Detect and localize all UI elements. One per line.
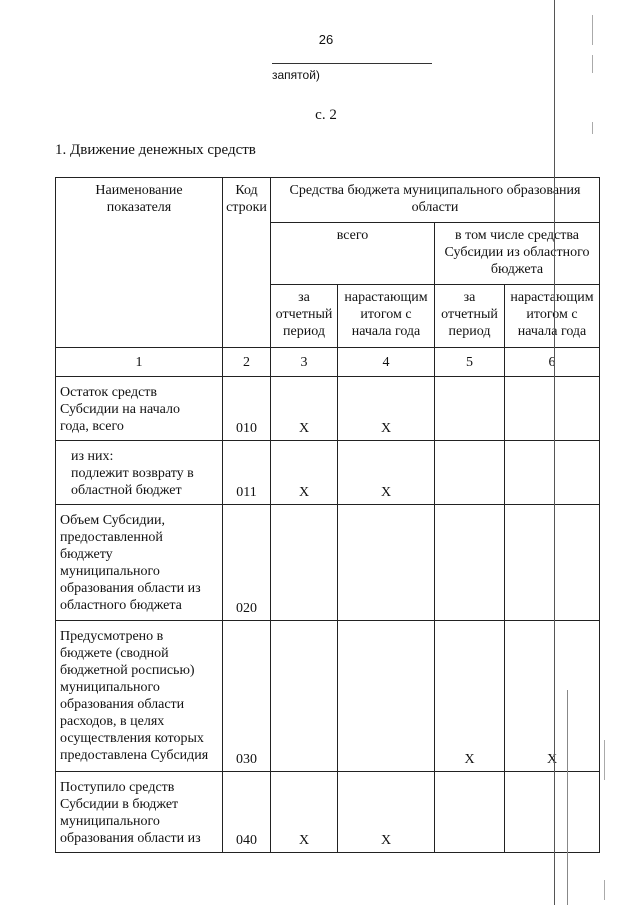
cell-col4: Х: [338, 441, 435, 505]
header-row-1: [56, 178, 600, 223]
row-name-line: бюджетной росписью): [60, 663, 195, 678]
cell-col6: [505, 505, 600, 621]
row-name-line: года, всего: [60, 419, 124, 434]
table-row: [56, 772, 600, 853]
header-line: итогом с: [526, 307, 578, 322]
column-number: 3: [271, 348, 338, 377]
row-name-line: расходов, в целях: [60, 714, 165, 729]
row-name-line: образования области из: [60, 581, 201, 596]
header-col4: [338, 285, 435, 348]
row-code: 011: [223, 441, 271, 505]
cell-col3: [271, 505, 338, 621]
header-line: нарастающим: [344, 290, 428, 305]
row-name-line: муниципального: [60, 680, 160, 695]
row-name: [56, 441, 223, 505]
cell-col6: Х: [505, 621, 600, 772]
scan-mark: [592, 55, 593, 73]
scan-mark: [592, 122, 593, 134]
cell-col5: [435, 772, 505, 853]
header-name: [56, 178, 223, 348]
row-name-line: Субсидии на начало: [60, 402, 180, 417]
header-budget: [271, 178, 600, 223]
header-subsidy-line: бюджета: [490, 262, 544, 277]
cell-col4: Х: [338, 772, 435, 853]
row-name-line: из них:: [71, 449, 114, 464]
table-row: [56, 377, 600, 441]
cell-col6: [505, 772, 600, 853]
header-name-line: показателя: [106, 200, 172, 215]
header-line: период: [448, 324, 491, 339]
cell-col6: [505, 441, 600, 505]
page-number: 26: [318, 32, 334, 47]
header-subsidy-line: в том числе средства: [455, 228, 579, 243]
column-number: 2: [223, 348, 271, 377]
row-name-line: Остаток средств: [60, 385, 158, 400]
page-subnumber: с. 2: [315, 107, 337, 123]
scan-mark: [604, 740, 605, 780]
row-name-line: областной бюджет: [71, 483, 182, 498]
row-name-line: образования области: [60, 697, 185, 712]
cash-flow-table: [55, 177, 600, 853]
row-name: [56, 377, 223, 441]
column-number: 6: [505, 348, 600, 377]
header-budget-line: области: [411, 200, 459, 215]
scan-mark: [592, 15, 593, 45]
cell-col3: Х: [271, 377, 338, 441]
column-number: 1: [56, 348, 223, 377]
header-budget-line: Средства бюджета муниципального образования: [289, 183, 581, 198]
row-name: [56, 772, 223, 853]
header-line: отчетный: [275, 307, 333, 322]
row-code: 020: [223, 505, 271, 621]
row-name-line: предоставленной: [60, 530, 163, 545]
row-name-line: бюджету: [60, 547, 113, 562]
cell-col4: [338, 621, 435, 772]
row-name-line: муниципального: [60, 814, 160, 829]
header-line: период: [283, 324, 325, 339]
header-total: [271, 223, 435, 285]
header-col3: [271, 285, 338, 348]
row-name-line: образования области из: [60, 831, 201, 846]
header-line: отчетный: [441, 307, 498, 322]
cell-col5: [435, 377, 505, 441]
header-code-line: строки: [226, 200, 267, 215]
fold-line: [554, 0, 555, 905]
cell-col5: Х: [435, 621, 505, 772]
row-code: 010: [223, 377, 271, 441]
header-line: начала года: [517, 324, 587, 339]
header-col6: [505, 285, 600, 348]
cell-col3: [271, 621, 338, 772]
section-title: 1. Движение денежных средств: [55, 142, 256, 158]
header-col5: [435, 285, 505, 348]
row-code: 030: [223, 621, 271, 772]
row-name: [56, 621, 223, 772]
column-numbers-row: [56, 348, 600, 377]
row-name-line: муниципального: [60, 564, 160, 579]
header-code: [223, 178, 271, 348]
cell-col5: [435, 441, 505, 505]
header-line: нарастающим: [510, 290, 594, 305]
header-name-line: Наименование: [95, 183, 183, 198]
header-line: итогом с: [360, 307, 412, 322]
cell-col4: Х: [338, 377, 435, 441]
row-name-line: предоставлена Субсидия: [60, 748, 209, 763]
row-name-line: Поступило средств: [60, 780, 175, 795]
row-name-line: бюджете (сводной: [60, 646, 169, 661]
row-name-line: Предусмотрено в: [60, 629, 164, 644]
header-subsidy-line: Субсидии из областного: [444, 245, 590, 260]
header-line: начала года: [351, 324, 421, 339]
table-row: [56, 441, 600, 505]
header-total-line: всего: [336, 228, 369, 243]
header-code-line: Код: [235, 183, 258, 198]
cell-col3: Х: [271, 441, 338, 505]
row-code: 040: [223, 772, 271, 853]
header-fragment: запятой): [272, 68, 320, 82]
row-name: [56, 505, 223, 621]
cell-col5: [435, 505, 505, 621]
header-line: за: [298, 290, 310, 305]
row-name-line: подлежит возврату в: [71, 466, 194, 481]
table-row: [56, 505, 600, 621]
scan-mark: [604, 880, 605, 900]
column-number: 4: [338, 348, 435, 377]
row-name-line: осуществления которых: [60, 731, 204, 746]
header-line: за: [463, 290, 476, 305]
table-row: [56, 621, 600, 772]
signature-line: [272, 63, 432, 64]
column-number: 5: [435, 348, 505, 377]
row-name-line: областного бюджета: [60, 598, 182, 613]
cell-col6: [505, 377, 600, 441]
header-subsidy: [435, 223, 600, 285]
fold-line: [567, 690, 568, 905]
row-name-line: Объем Субсидии,: [60, 513, 165, 528]
row-name-line: Субсидии в бюджет: [60, 797, 179, 812]
cell-col3: Х: [271, 772, 338, 853]
cell-col4: [338, 505, 435, 621]
